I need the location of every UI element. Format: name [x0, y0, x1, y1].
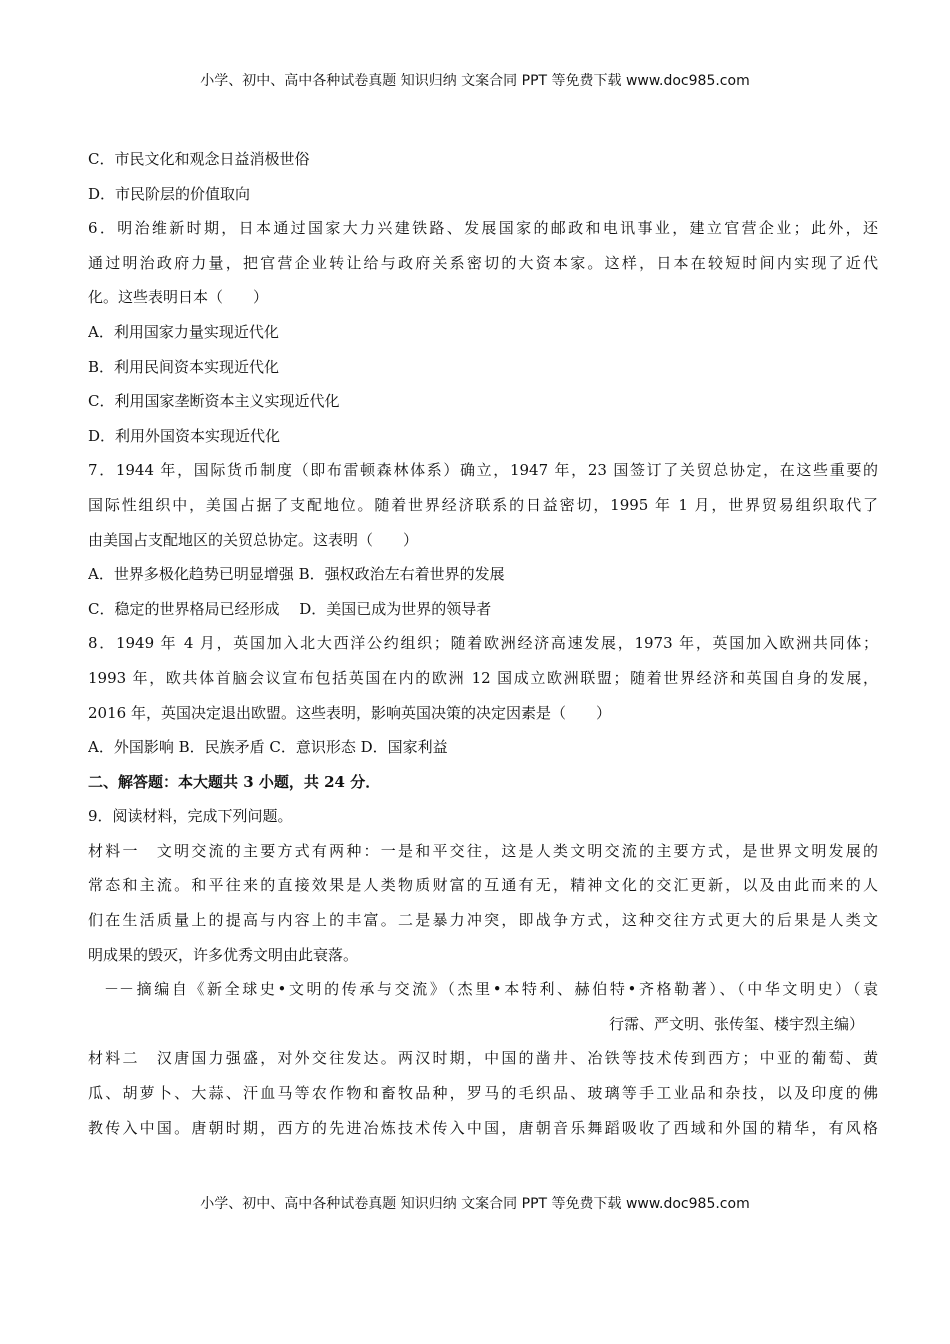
q9-material2-line-1: 材料二 汉唐国力强盛，对外交往发达。两汉时期，中国的凿井、冶铁等技术传到西方；中亚的葡萄、黄	[88, 1049, 878, 1068]
q6-option-a: A．利用国家力量实现近代化	[88, 322, 279, 341]
q9-material2-line-2: 瓜、胡萝卜、大蒜、汗血马等农作物和畜牧品种，罗马的毛织品、玻璃等手工业品和杂技，以及印度的佛	[88, 1084, 878, 1103]
q6-option-d: D．利用外国资本实现近代化	[88, 426, 281, 445]
q7-option-cd: C．稳定的世界格局已经形成 D．美国已成为世界的领导者	[88, 599, 492, 618]
q5-option-c: C．市民文化和观念日益消极世俗	[88, 150, 310, 168]
q7-stem-line-3: 由美国占支配地区的关贸总协定。这表明（ ）	[88, 530, 419, 549]
page-header: 小学、初中、高中各种试卷真题 知识归纳 文案合同 PPT 等免费下载 www.doc985.com	[200, 73, 750, 89]
q8-stem-line-2: 1993 年，欧共体首脑会议宣布包括英国在内的欧洲 12 国成立欧洲联盟；随着世界经济和英国自身的发展，	[88, 668, 878, 687]
q6-stem-line-1: 6．明治维新时期，日本通过国家大力兴建铁路、发展国家的邮政和电讯事业，建立官营企业；此外，还	[88, 219, 878, 238]
q9-material1-line-3: 们在生活质量上的提高与内容上的丰富。二是暴力冲突，即战争方式，这种交往方式更大的后果是人类文	[88, 911, 878, 930]
section-2-title: 二、解答题：本大题共 3 小题，共 24 分．	[88, 772, 381, 791]
q9-source1-line-2: 行霈、严文明、张传玺、楼宇烈主编）	[608, 1014, 864, 1033]
q9-stem: 9．阅读材料，完成下列问题。	[88, 807, 293, 826]
q6-stem-line-3: 化。这些表明日本（ ）	[88, 288, 269, 307]
page-footer: 小学、初中、高中各种试卷真题 知识归纳 文案合同 PPT 等免费下载 www.doc985.com	[200, 1196, 750, 1212]
q6-stem-line-2: 通过明治政府力量，把官营企业转让给与政府关系密切的大资本家。这样，日本在较短时间内实现了近代	[88, 253, 878, 272]
q6-option-c: C．利用国家垄断资本主义实现近代化	[88, 392, 340, 411]
q7-stem-line-2: 国际性组织中，美国占据了支配地位。随着世界经济联系的日益密切，1995 年 1 月，世界贸易组织取代了	[88, 495, 878, 514]
q6-option-b: B．利用民间资本实现近代化	[88, 357, 280, 376]
q9-material1-line-4: 明成果的毁灭，许多优秀文明由此衰落。	[88, 945, 359, 964]
q5-option-d: D．市民阶层的价值取向	[88, 184, 251, 203]
document-body	[88, 142, 878, 1145]
q9-material1-line-2: 常态和主流。和平往来的直接效果是人类物质财富的互通有无，精神文化的交汇更新，以及由此而来的人	[88, 876, 878, 895]
q8-stem-line-3: 2016 年，英国决定退出欧盟。这些表明，影响英国决策的决定因素是（ ）	[88, 703, 611, 722]
q8-stem-line-1: 8．1949 年 4 月，英国加入北大西洋公约组织；随着欧洲经济高速发展，1973 年，英国加入欧洲共同体；	[88, 634, 878, 653]
q7-stem-line-1: 7．1944 年，国际货币制度（即布雷顿森林体系）确立，1947 年，23 国签订了关贸总协定，在这些重要的	[88, 461, 878, 480]
q9-material1-line-1: 材料一 文明交流的主要方式有两种：一是和平交往，这是人类文明交流的主要方式，是世界文明发展的	[88, 841, 878, 860]
q9-source1-line-1: －－摘编自《新全球史•文明的传承与交流》（杰里•本特利、赫伯特•齐格勒著）、（中华文明史）（袁	[104, 980, 878, 999]
q8-options: A．外国影响 B．民族矛盾 C．意识形态 D．国家利益	[88, 738, 448, 757]
q9-material2-line-3: 教传入中国。唐朝时期，西方的先进冶炼技术传入中国，唐朝音乐舞蹈吸收了西域和外国的精华，有风格	[88, 1118, 878, 1137]
q7-option-ab: A．世界多极化趋势已明显增强 B．强权政治左右着世界的发展	[88, 565, 505, 584]
